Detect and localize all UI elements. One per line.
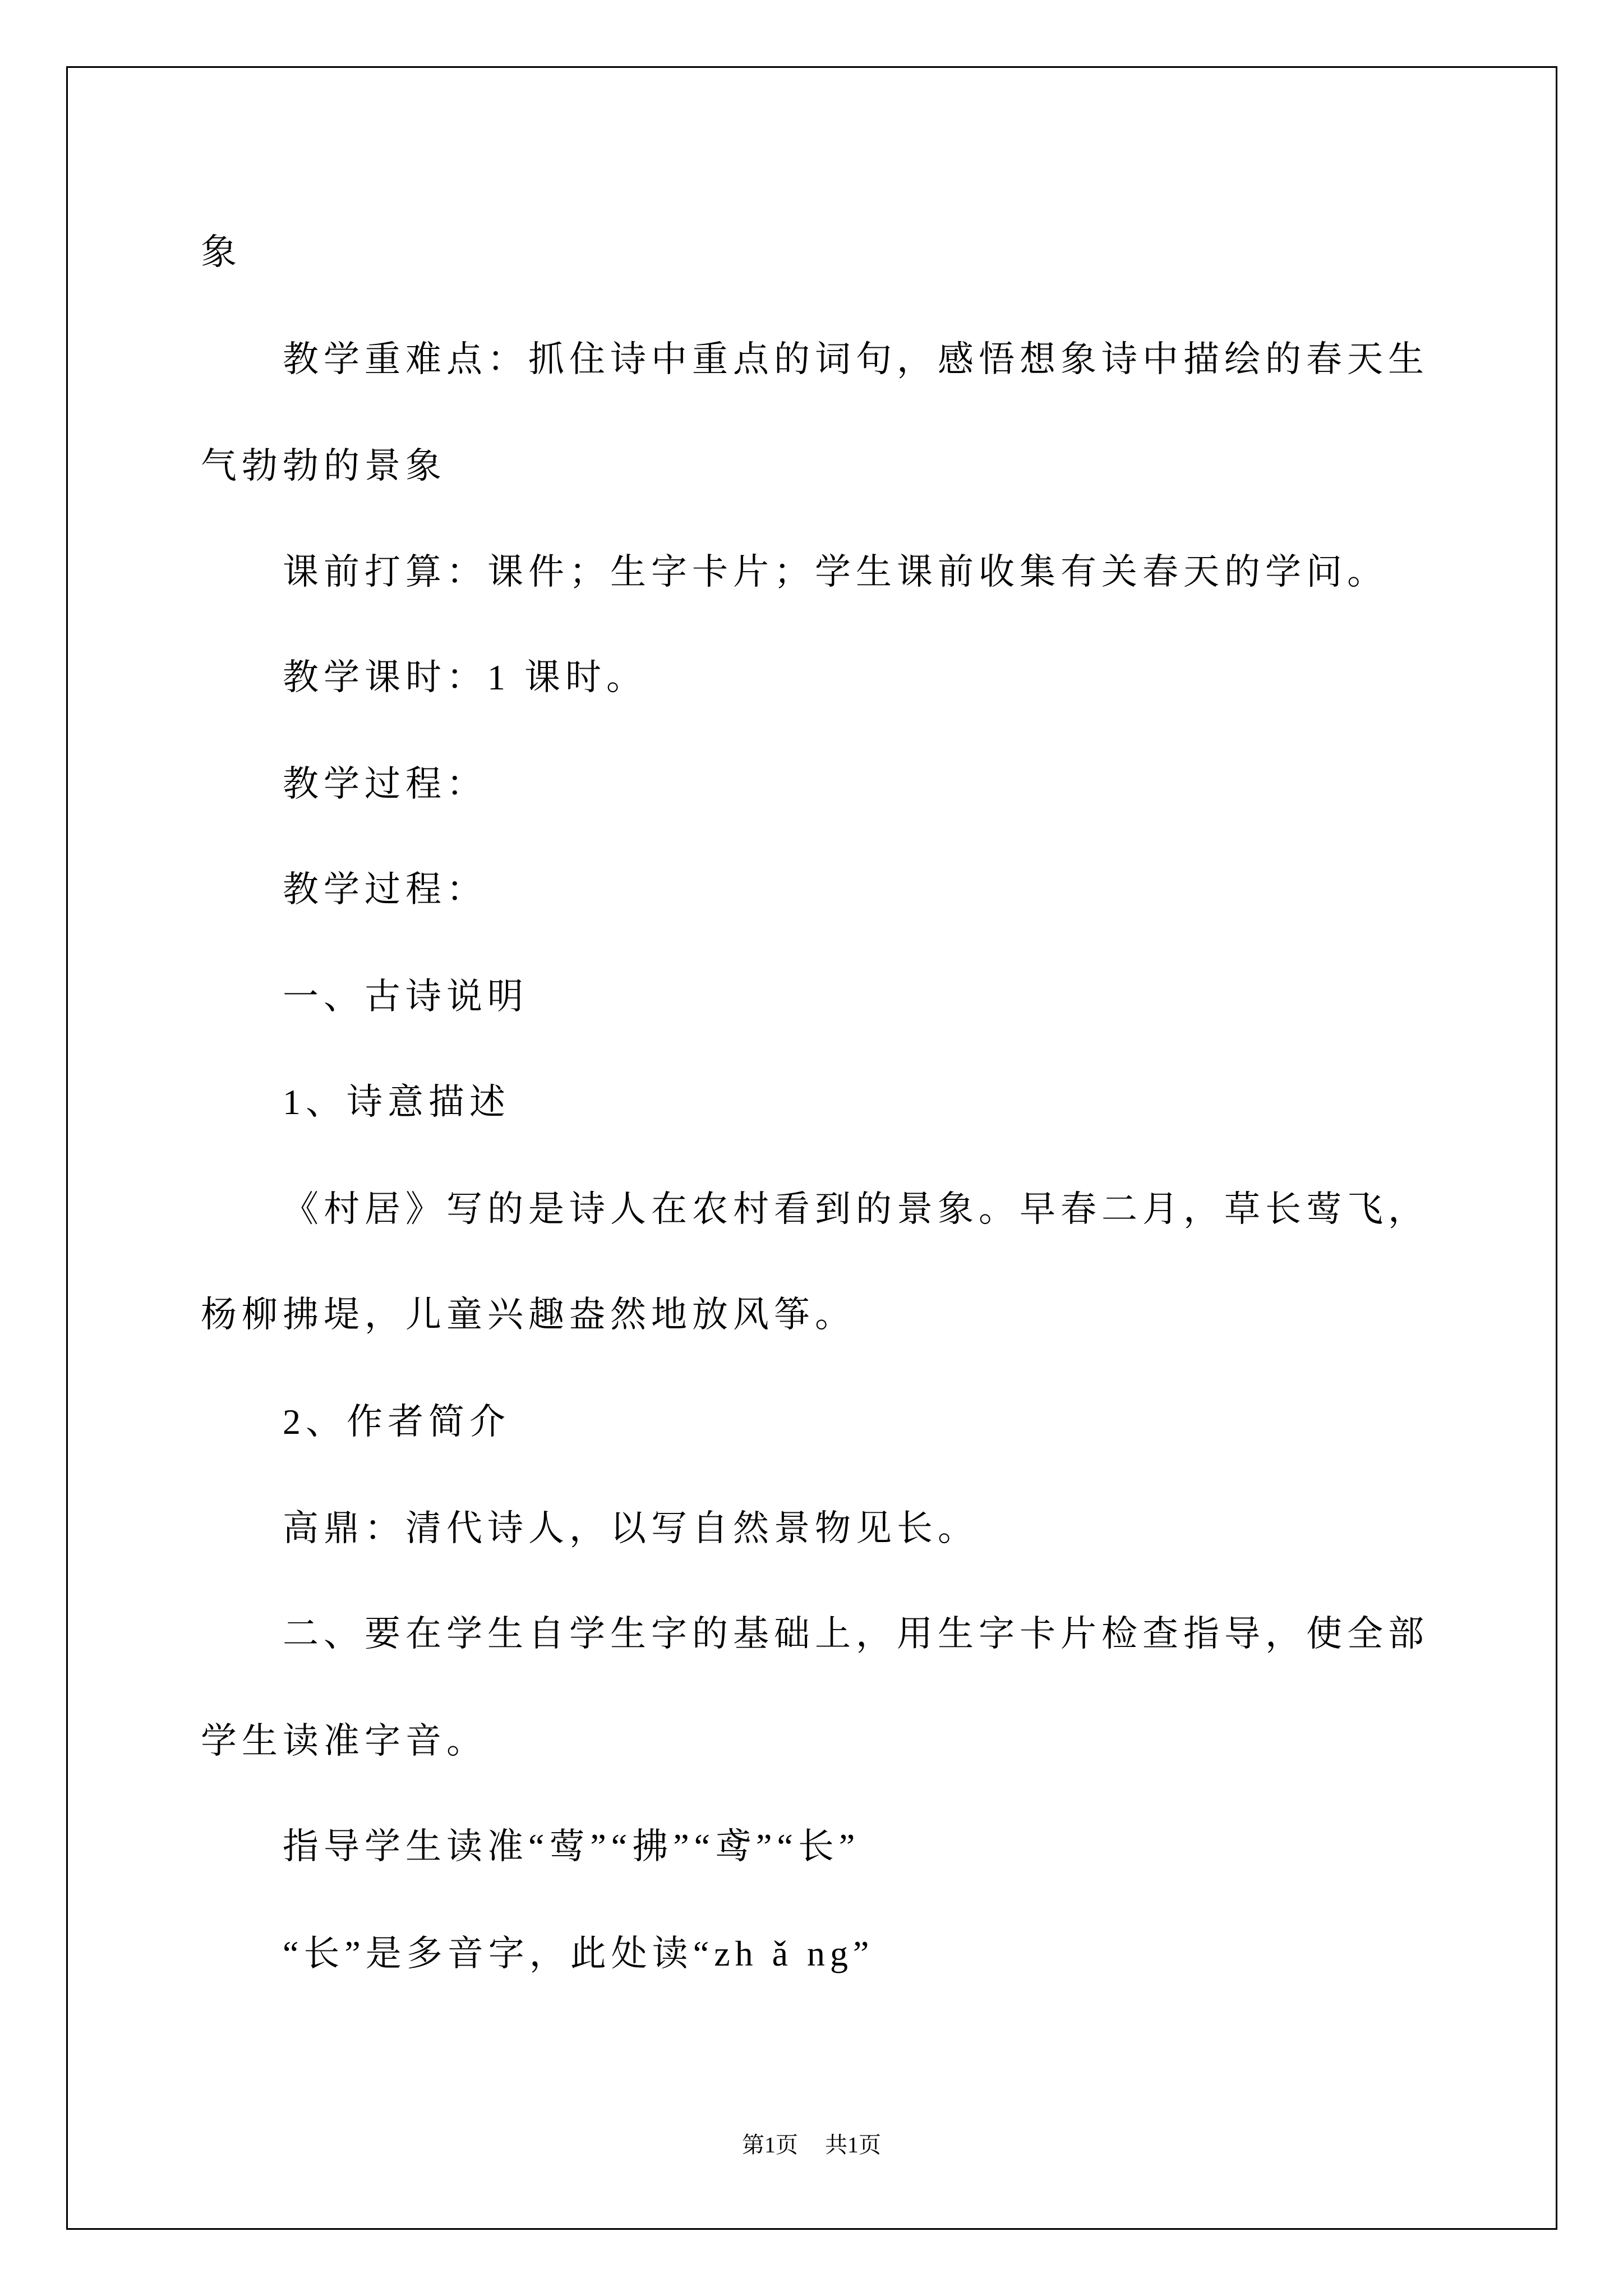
paragraph-line: 杨柳拂堤，儿童兴趣盎然地放风筝。 [201,1295,856,1335]
subsection-heading: 2、作者简介 [283,1402,510,1442]
paragraph-line: 指导学生读准“莺”“拂”“鸢”“长” [283,1826,860,1866]
paragraph-line: 教学过程： [283,869,487,909]
paragraph-line: 象 [201,232,242,272]
paragraph-line: “长”是多音字，此处读“zh ǎ ng” [283,1934,874,1973]
page-number: 第1页 [742,2132,798,2157]
paragraph-line: 气勃勃的景象 [201,446,446,486]
paragraph-line: 教学重难点：抓住诗中重点的词句，感悟想象诗中描绘的春天生 [283,339,1429,379]
page-border [66,66,1557,2230]
paragraph-line: 学生读准字音。 [201,1721,487,1761]
paragraph-line: 高鼎：清代诗人，以写自然景物见长。 [283,1508,979,1548]
page-footer [0,2132,1623,2159]
section-heading: 一、古诗说明 [283,977,528,1016]
section-heading: 二、要在学生自学生字的基础上，用生字卡片检查指导，使全部 [283,1614,1429,1654]
paragraph-line: 《村居》写的是诗人在农村看到的景象。早春二月，草长莺飞， [283,1189,1429,1229]
page-total: 共1页 [825,2132,881,2157]
subsection-heading: 1、诗意描述 [283,1082,510,1122]
paragraph-line: 教学课时：1 课时。 [283,657,647,697]
paragraph-line: 课前打算：课件；生字卡片；学生课前收集有关春天的学问。 [283,552,1388,592]
paragraph-line: 教学过程： [283,764,487,804]
